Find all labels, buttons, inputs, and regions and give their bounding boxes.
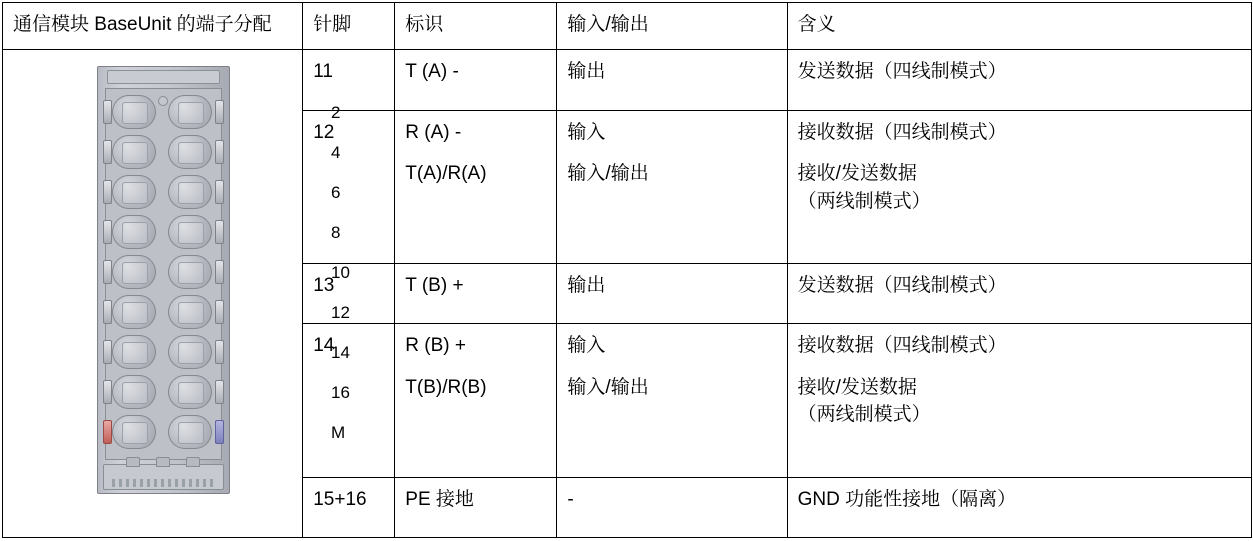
terminal-clip-left (103, 340, 112, 364)
pin-label-right: 14 (331, 343, 350, 363)
identifier-primary: R (A) - (405, 121, 462, 143)
meaning-tertiary: （两线制模式） (797, 404, 931, 426)
cell-meaning: 发送数据（四线制模式） (787, 264, 1251, 324)
meaning-secondary: 接收/发送数据 (797, 163, 917, 185)
terminal-clip-right (215, 340, 224, 364)
cell-meaning: 发送数据（四线制模式） (787, 50, 1251, 110)
identifier-primary: R (B) + (405, 335, 466, 357)
terminal-socket (112, 295, 156, 329)
terminal-clip-right (215, 380, 224, 404)
pin-label-right: 2 (331, 103, 341, 123)
terminal-socket (112, 255, 156, 289)
terminal-socket (112, 135, 156, 169)
terminal-socket (112, 415, 156, 449)
pin-label-right: 10 (331, 263, 350, 283)
meaning-secondary: 接收/发送数据 (797, 376, 917, 398)
pin-label-right: 4 (331, 143, 341, 163)
io-secondary: 输入/输出 (567, 163, 649, 185)
meaning-primary: 接收数据（四线制模式） (797, 335, 1007, 357)
terminal-row (107, 372, 350, 412)
terminal-socket (168, 415, 212, 449)
terminal-socket (168, 95, 212, 129)
terminal-row (107, 292, 350, 332)
cell-identifier: T (A) - (395, 50, 557, 110)
meaning-tertiary: （两线制模式） (797, 190, 931, 212)
header-meaning: 含义 (787, 3, 1251, 50)
baseunit-bottom-connector (103, 464, 224, 490)
terminal-row (107, 172, 341, 212)
cell-input-output (557, 324, 787, 478)
baseunit-foot (186, 457, 200, 467)
terminal-clip-left (103, 220, 112, 244)
header-pin: 针脚 (303, 3, 395, 50)
terminal-clip-left (103, 300, 112, 324)
table-row (3, 50, 1252, 110)
terminal-clip-right-power (215, 420, 224, 444)
table-header-row (3, 3, 1252, 50)
pin-label-right: M (331, 423, 346, 443)
baseunit-top-rail (107, 70, 220, 84)
baseunit-foot (126, 457, 140, 467)
cell-pin: 13 (303, 264, 395, 324)
terminal-socket (112, 375, 156, 409)
terminal-socket (112, 215, 156, 249)
terminal-clip-right (215, 180, 224, 204)
terminal-clip-right (215, 140, 224, 164)
cell-pin: 12 (303, 110, 395, 264)
cell-input-output: 输出 (557, 50, 787, 110)
terminal-socket (168, 175, 212, 209)
terminal-clip-right (215, 260, 224, 284)
terminal-socket (112, 335, 156, 369)
terminal-row-power (107, 412, 346, 452)
meaning-primary: 接收数据（四线制模式） (797, 121, 1007, 143)
terminal-clip-left-power (103, 420, 112, 444)
cell-input-output: - (557, 477, 787, 537)
terminal-clip-right (215, 100, 224, 124)
cell-identifier: PE 接地 (395, 477, 557, 537)
cell-meaning (787, 324, 1251, 478)
terminal-socket (168, 215, 212, 249)
cell-meaning: GND 功能性接地（隔离） (787, 477, 1251, 537)
terminal-clip-left (103, 180, 112, 204)
pin-label-right: 6 (331, 183, 341, 203)
cell-input-output (557, 110, 787, 264)
terminal-socket (168, 375, 212, 409)
terminal-socket (168, 295, 212, 329)
header-terminal-assignment: 通信模块 BaseUnit 的端子分配 (3, 3, 303, 50)
terminal-clip-left (103, 380, 112, 404)
header-input-output: 输入/输出 (557, 3, 787, 50)
terminal-clip-left (103, 260, 112, 284)
terminal-clip-left (103, 100, 112, 124)
cell-input-output: 输出 (557, 264, 787, 324)
cell-meaning (787, 110, 1251, 264)
terminal-socket (112, 175, 156, 209)
pin-label-right: 12 (331, 303, 350, 323)
pin-label-right: 8 (331, 223, 341, 243)
cell-pin: 11 (303, 50, 395, 110)
terminal-clip-right (215, 300, 224, 324)
document-page (0, 2, 1253, 541)
header-identifier: 标识 (395, 3, 557, 50)
identifier-secondary: T(A)/R(A) (405, 163, 487, 185)
cell-identifier (395, 324, 557, 478)
terminal-socket (112, 95, 156, 129)
terminal-socket (168, 335, 212, 369)
identifier-secondary: T(B)/R(B) (405, 376, 487, 398)
io-primary: 输入 (567, 335, 606, 357)
baseunit-foot (156, 457, 170, 467)
cell-identifier: T (B) + (395, 264, 557, 324)
terminal-row (107, 212, 341, 252)
cell-pin: 15+16 (303, 477, 395, 537)
terminal-socket (168, 255, 212, 289)
terminal-socket (168, 135, 212, 169)
cell-pin: 14 (303, 324, 395, 478)
terminal-assignment-table (2, 2, 1252, 538)
cell-identifier (395, 110, 557, 264)
io-primary: 输入 (567, 121, 606, 143)
io-secondary: 输入/输出 (567, 376, 649, 398)
terminal-clip-left (103, 140, 112, 164)
pin-label-right: 16 (331, 383, 350, 403)
terminal-row (107, 332, 350, 372)
terminal-clip-right (215, 220, 224, 244)
